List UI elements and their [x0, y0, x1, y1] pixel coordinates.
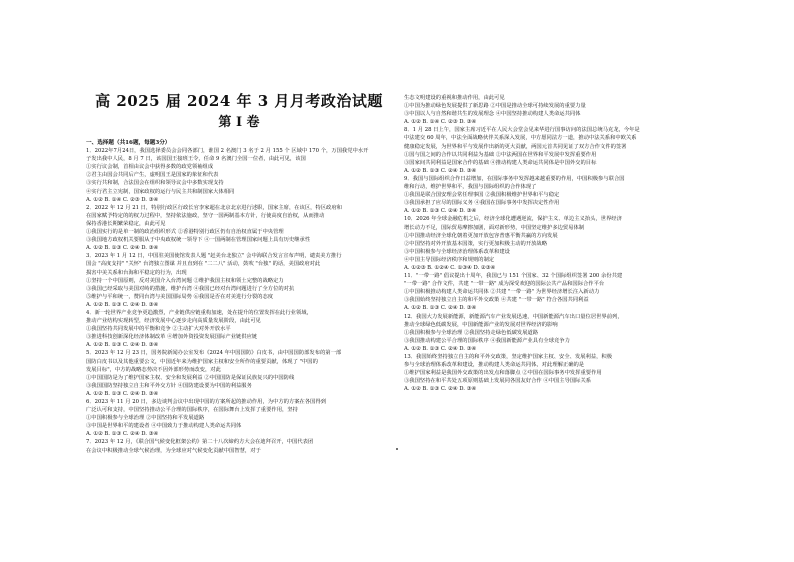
question-line: 子发出我中人民，8 月 7 日，该国国王接班王令，任命 9 名澳门全国一位者，由此可见，该国 [86, 156, 306, 163]
question-line: ③中国积极参与全球经济治理体系改革和建设 [404, 248, 510, 255]
question-line: A. ①② B. ①③ C. ②④ D. ③④ [86, 431, 159, 438]
question-line: 在国家赋予特定的的权力过程中，坚持依法施政，坚守一国两制基本方针，行使高度自治权，从而推动 [86, 212, 325, 219]
question-line: 损害中美关系和台海和平稳定的行为，出现 [86, 269, 187, 276]
question-line: 6．2023 年 11 月 20 日，多边谈判会议中出现中国的方案所起的推动作用，为中方的方案在各国得到 [86, 399, 327, 405]
section-heading: 一、选择题（共16题，每题3分） [86, 140, 171, 146]
question-line: ③中国是世界和平的建设者 ④中国致力于推动构建人类命运共同体 [86, 423, 242, 430]
question-line: ③我国推动构建公平合理的国际秩序 ④我国新能源产业具有全球竞争力 [404, 337, 570, 344]
question-line: ②中国坚持对外开放基本国策，实行更加积极主动的开放战略 [404, 240, 548, 247]
question-line: ①我国是联合国安理会常任理事国 ②我国积极维护世界和平与稳定 [404, 192, 560, 199]
question-line: 生态文明建设的重视和推动作用，由此可见 [404, 95, 505, 101]
question-line: ③推进科技创新深化经济体制改革 ④增加外资投资发展国际产业链供应链 [86, 334, 258, 341]
question-line: ①实行议会制，首相由议会中获得多数的政党领袖组成 [86, 164, 214, 171]
question-line: 国会 "高度支持" "关怀" 台湾独立图谋 并且直到在 "二二八" 活动，鼓吹 "台独" 的话，美国政府对此 [86, 261, 321, 268]
question-line: 5．2023 年 12 月 23 日，国务院新闻办公室发布《2024 年中国国防》白皮书，由中国国防部发布的第一部 [86, 350, 342, 357]
question-line: 8．1 月 28 日上午，国家主席习近平在人民大会堂会见来华进行国事访问的法国总统马克龙，今年是 [404, 127, 640, 134]
question-line: 7．2023 年 12 月，《联合国气候变化框架公约》第二十八次缔约方大会在迪拜召开，中国代表团 [86, 439, 314, 446]
question-line: A. ①② B. ①③ C. ②④ D. ③④ [404, 386, 477, 393]
question-line: 1．2022年7月24日，我国选择委员会会同各部门，谁国 2 名澳门 3 名于 2 月 155 个 区域中 170 个，万国我党中水开 [86, 148, 369, 155]
exam-part: 第 I 卷 [218, 115, 260, 130]
question-line: 健康稳定发展，为世界和平与发展作出新的更大贡献，两国元首共同见证了双方合作文件的签署 [404, 143, 627, 150]
left-question-body [86, 147, 392, 455]
question-line: ③我国坚持在和平共处五项原则基础上发展同各国友好合作 ④中国主导国际关系 [404, 378, 592, 385]
question-line: ①中国积极参与全球治理 ②中国坚持和平发展道路 [86, 415, 205, 422]
question-line: A. ①② B. ①③ C. ②④ D. ③④ [404, 208, 477, 215]
exam-title: 高 2025 届 2024 年 3 月月考政治试题 [95, 92, 383, 110]
question-line: ①中国国防是为了维护国家主权、安全和发展利益 ②中国国防是保证民族复兴的中国防线 [86, 374, 295, 381]
question-line: ③我国国防坚持独立自主和平外交方针 ④国防建设要为中国的利益服务 [86, 382, 252, 389]
question-line: A. ①② B. ①③ C. ②④ D. ③④ [404, 167, 477, 174]
question-line: ②君主由国会共同后产生，虚明国王是国家的象征和代表 [86, 172, 219, 179]
page-marker [396, 448, 398, 450]
question-line: 广泛认可和支持，中国坚持推动公平合理的国际秩序，在国际舞台上发挥了重要作用，坚持 [86, 407, 298, 414]
question-line: ①国与国之间的合作以共同利益为基础 ②中法两国在世界和平发展中发挥重要作用 [404, 151, 597, 158]
question-line: 12．我国大力发展新能源，新能源汽车产业发展迅速，中国新能源汽车出口量位居世界前列， [404, 313, 623, 320]
question-line: A. ①② B. ①④ C. ②③ D. ③④ [404, 119, 477, 126]
question-line: ④实行君主立宪制，国家政权的运行与民主共和制国家大体相同 [86, 188, 235, 195]
question-line: ③我国地方政权机关要服从于中央政权统一领导下 ④一国两制在管理国家问题上具有历史继承性 [86, 237, 311, 244]
question-line: ③我国始终坚持独立自主的和平外交政策 ④共建 "一带一路" 符合各国共同利益 [404, 297, 589, 304]
question-line: 中法建交 60 周年，中法全面战略伙伴关系深入发展，中方愿同法方一道，推动中法关系和中欧关系 [404, 135, 637, 142]
question-line: 11．"一带一路" 倡议提出十周年，我国已与 151 个国家、32 个国际组织签署 200 余份共建 [404, 273, 623, 280]
question-line: ④中国主导国际经济秩序和规则的制定 [404, 256, 495, 263]
question-line: A. ①② B. ①③ C. ②④ D. ③④ [404, 305, 477, 312]
question-line: A. ①② B. ①③ C. ②④ D. ③④ [86, 390, 159, 397]
question-line: ①我国积极参与全球治理 ②我国坚持走绿色低碳发展道路 [404, 329, 539, 336]
question-line: ③中国以人与自然和谐共生的发展理念 ④中国坚持推动构建人类命运共同体 [404, 111, 581, 118]
question-line: ③实行共和制，合法国会在组织和领导议会中多数实现支持 [86, 180, 224, 187]
question-line: 国防白皮书以及其他重要公文，中国近年来为维护国家主权和安全所作的重要贡献，体现了 "中国的 [86, 358, 318, 365]
question-line: ①我国坚持共同发展中的平衡和竞争 ②主动扩大对外开放水平 [86, 326, 231, 333]
question-line: 保持香港长期繁荣稳定，由此可见 [86, 220, 166, 227]
left-column [86, 0, 392, 455]
question-line: 推动全球绿色低碳发展，中国新能源产业的发展对世界经济的影响 [404, 321, 558, 328]
question-line: A. ①② B. ①④ C. ②③ D. ③④ [86, 196, 159, 203]
question-line: A. ①② B. ①③ C. ②④ D. ③④ [404, 345, 477, 352]
question-line: A. ①② B. ①③ C. ②④ D. ③④ [86, 245, 159, 252]
question-line: 维和行动，维护世界和平，我国与国际组织的合作体现了 [404, 184, 537, 191]
question-line: "一带一路" 合作文件，共建 "一带一路" 成为深受欢迎的国际公共产品和国际合作平台 [404, 281, 605, 288]
question-line: 发展目标"，中方的战略态势决不因外部形势而改变，对此 [86, 366, 221, 373]
question-line: ③国家间共同利益是国家合作的基础 ④推动构建人类命运共同体是中国外交的目标 [404, 159, 597, 166]
question-line: ①中国推动经济全球化朝着更加开放包容普惠平衡共赢的方向发展 [404, 232, 558, 239]
question-line: ⑤维护与平和统一，赞同台湾与美国国际局势 ⑥我国是否在对美进行分裂的态度 [86, 293, 274, 300]
question-line: 2．2022 年 12 月 21 日，特别行政区行政长官李家超在北京北京进行述职，国家主席，在该区，特区政府和 [86, 204, 342, 211]
question-line: A. ①② B. ①③ C. ②④ D. ③④ [86, 342, 159, 349]
question-line: A. ①②③ B. ①②④ C. ①③④ D. ②③④ [404, 264, 496, 271]
question-line: 在会议中积极推动全球气候治理，为全球应对气候变化贡献中国智慧，对于 [86, 447, 261, 454]
question-line: 10．2026 年全球金融危机之后，经济全球化遭遇逆流，保护主义、单边主义抬头，世界经济 [404, 216, 622, 223]
question-line: ①中国为推动绿色发展提供了新思路 ②中国是推动全球可持续发展的重要力量 [404, 103, 586, 110]
right-question-body [404, 94, 712, 393]
question-line: 3．2023 年 1 月 12 日，中国驻美国使馆发表人题 "赶美台北独立" 会中海联合发言宣布声明，谴责美方推行 [86, 253, 342, 260]
question-line: A. ①② B. ①③ C. ②④ D. ③④ [86, 301, 159, 308]
right-column [404, 94, 712, 393]
question-line: 增长动力不足，国际贸易摩擦加剧，面对新形势，中国坚定维护多边贸易体制 [404, 224, 585, 231]
question-line: ①坚持一个中国原则，反对美国介入台湾问题 ②维护我国主权和领土完整的战略定力 [86, 277, 284, 284]
question-line: ①中国积极推动构建人类命运共同体 ②共建 "一带一路" 为世界经济增长注入新动力 [404, 289, 600, 296]
question-line: ③我国已经采取与美国对峙的措施，维护台湾 ④我国已经对台湾问题进行了全方位的对抗 [86, 285, 295, 292]
question-line: ①维护国家利益是我国外交政策的出发点和落脚点 ②中国在国际事务中发挥重要作用 [404, 370, 602, 377]
question-line: ①我国实行的是单一制的政治组织形式 ②香港特别行政区仍有自治权直属于中央管理 [86, 229, 284, 236]
question-line: 13．我国始终坚持独立自主的和平外交政策，坚定维护国家主权、安全、发展利益，积极 [404, 354, 613, 360]
question-line: ③我国承担了应尽的国际义务 ④我国在国际事务中发挥决定性作用 [404, 200, 560, 207]
question-line: 参与全球治理体系改革和建设，推动构建人类命运共同体，对此理解正确的是 [404, 362, 585, 369]
question-line: 4．新一轮世界产业竞争更趋激烈，产业链供应链重构加速，处在提升的位置发挥在此行业领域， [86, 309, 312, 316]
question-line: 推动产业结构实现转型，经济发展中心逐步走向高质量发展阶段，由此可见 [86, 318, 261, 325]
question-line: 9．我国与国际组织合作日益增加，在国际事务中发挥越来越重要的作用，中国积极参与联合国 [404, 175, 625, 182]
